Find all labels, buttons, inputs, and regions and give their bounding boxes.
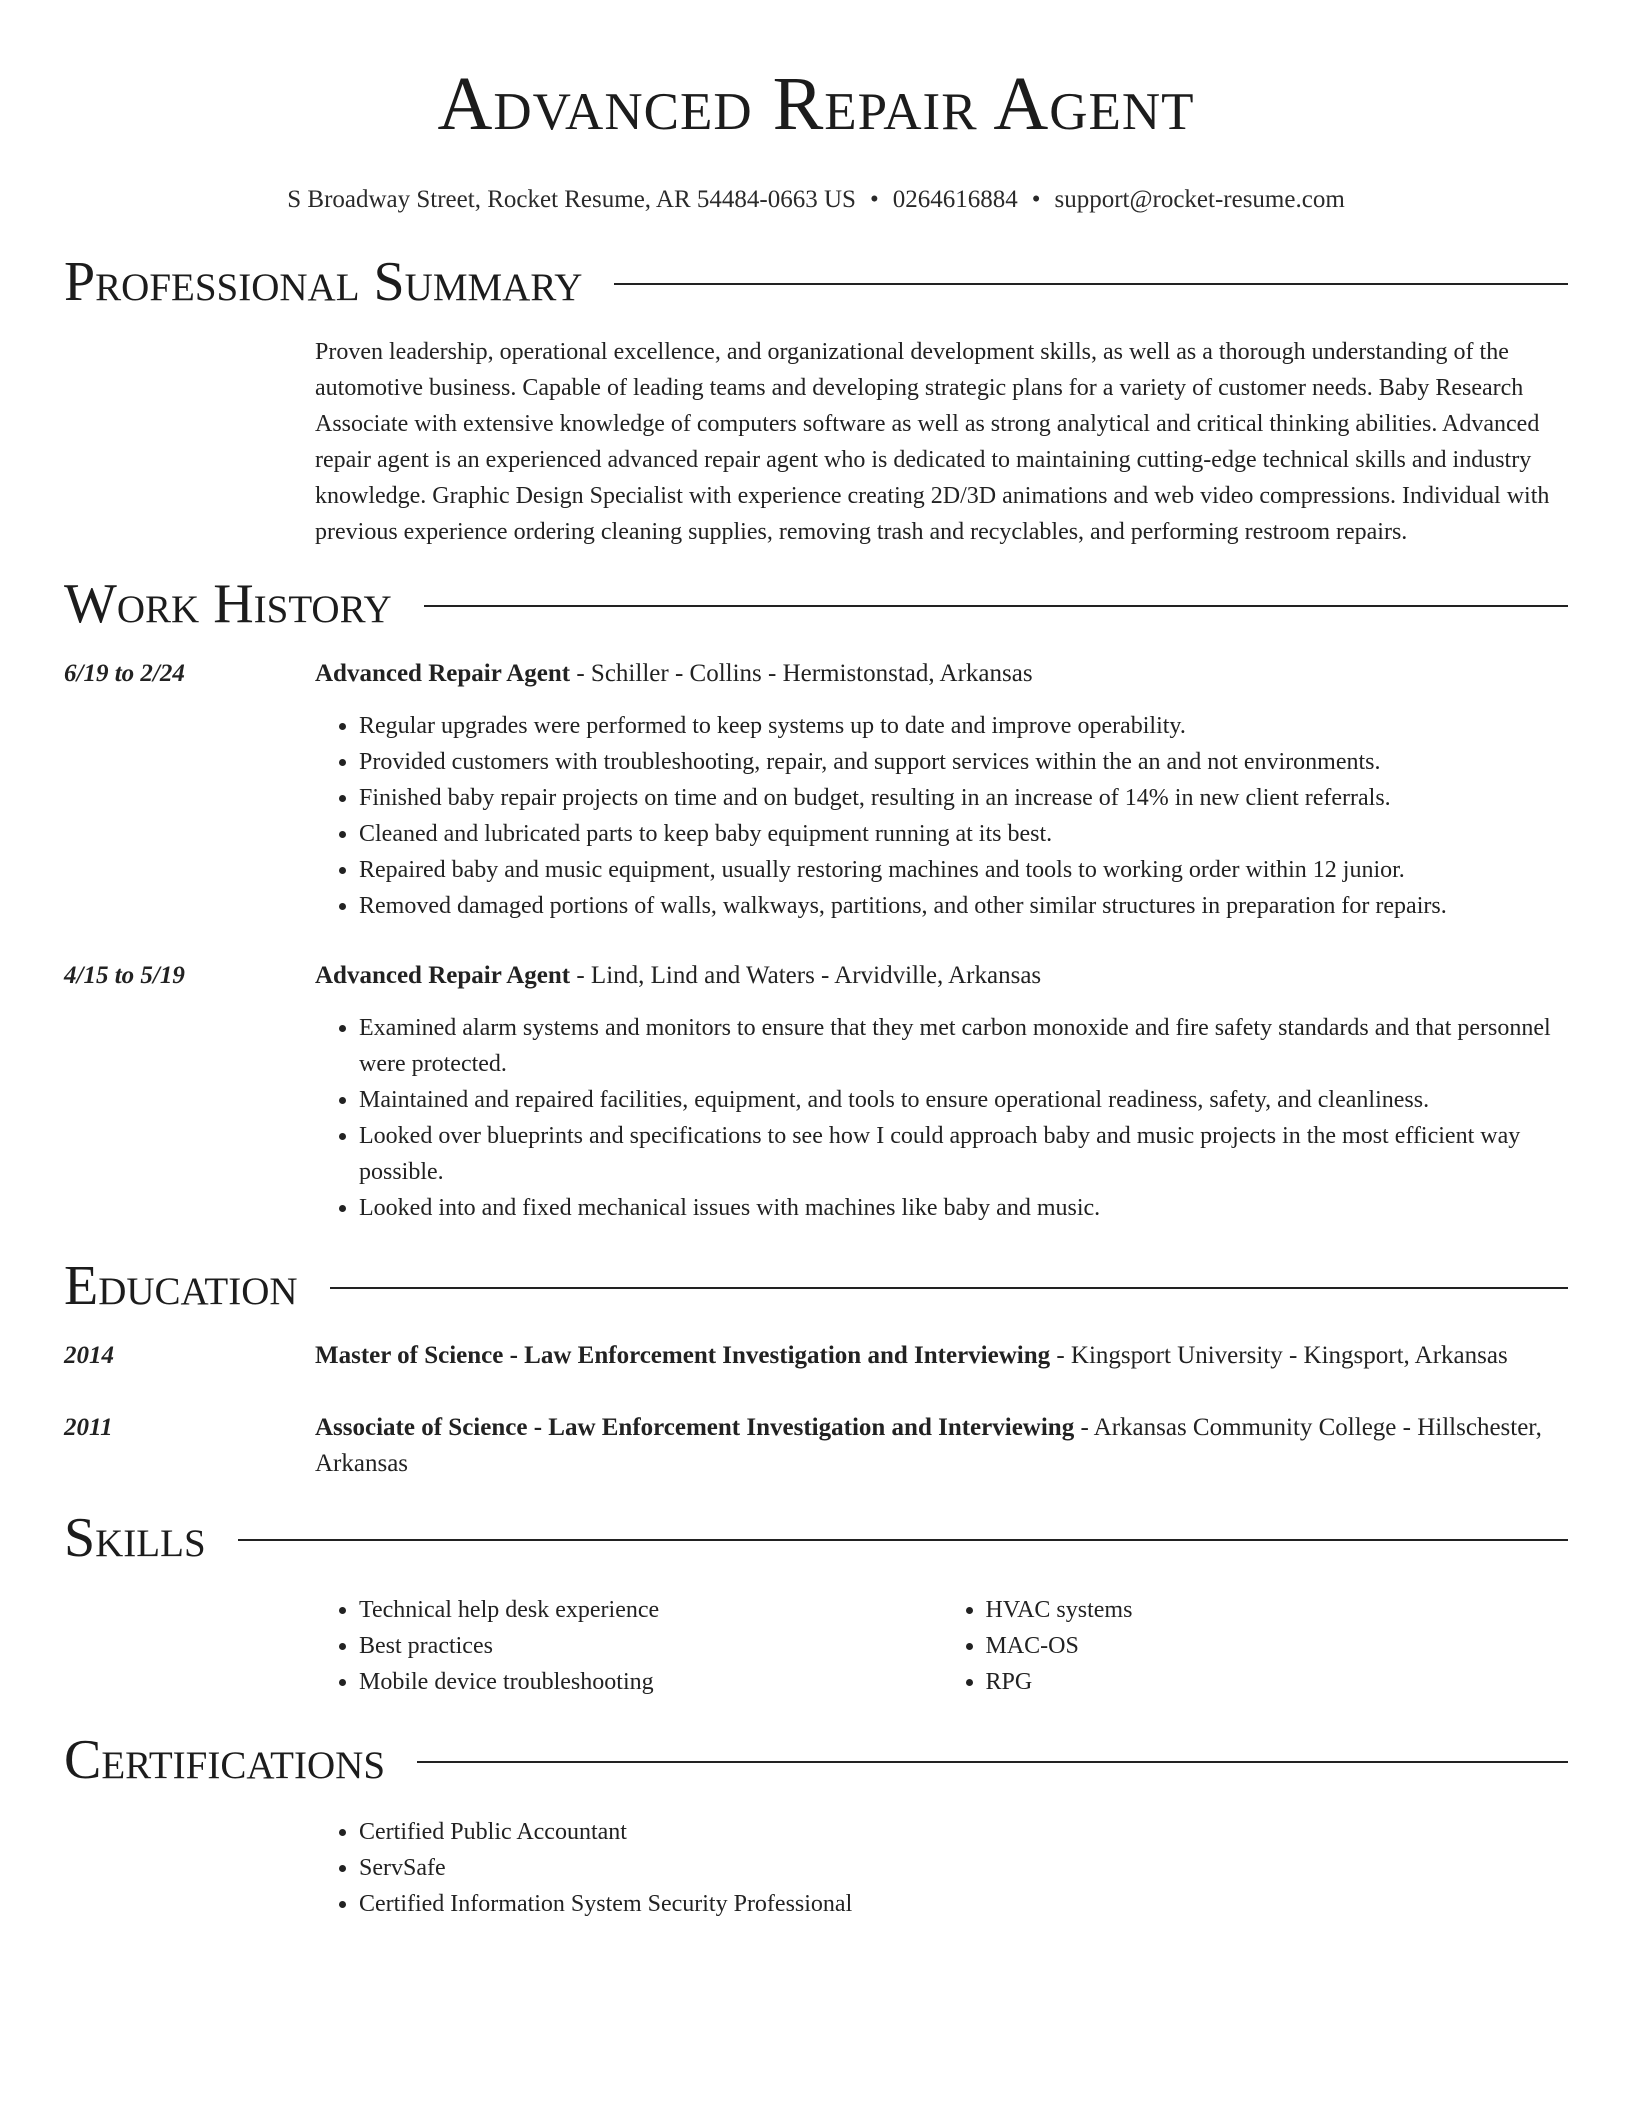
education-line [315, 1338, 1568, 1374]
section-divider [614, 283, 1568, 285]
candidate-name: Advanced Repair Agent [437, 62, 1195, 146]
job-details: - Lind, Lind and Waters - Arvidville, Arkansas [570, 962, 1042, 989]
certifications-list [315, 1814, 1568, 1922]
skill-item: • RPG [986, 1664, 1569, 1700]
contact-address: S Broadway Street, Rocket Resume, AR 54484-0663 US [287, 186, 856, 213]
job-title: Advanced Repair Agent [315, 660, 571, 687]
job-bullet: • Maintained and repaired facilities, equipment, and tools to ensure operational readiness, safety, and cleanliness. [359, 1082, 1568, 1118]
certification-item: • Certified Information System Security Professional [359, 1886, 1568, 1922]
resume-page [64, 0, 1568, 1922]
summary-text: Proven leadership, operational excellence, and organizational development skills, as well as a thorough understanding of the automotive business. Capable of leading teams and developing strategic plans for a variety of customer needs. Baby Research Associate with extensive knowledge of computers software as well as strong analytical and critical thinking abilities. Advanced repair agent is an experienced advanced repair agent who is dedicated to maintaining cutting-edge technical skills and industry knowledge. Graphic Design Specialist with experience creating 2D/3D animations and web video compressions. Individual with previous experience ordering cleaning supplies, removing trash and recyclables, and performing restroom repairs. [315, 339, 1550, 545]
skills-section-header [64, 1506, 1568, 1570]
certifications-heading: Certifications [64, 1729, 386, 1791]
job-entry [64, 958, 1568, 1226]
job-bullet: • Regular upgrades were performed to keep systems up to date and improve operability. [359, 708, 1568, 744]
section-divider [238, 1539, 1568, 1541]
skill-item: • Best practices [359, 1628, 942, 1664]
skills-column-right [942, 1592, 1569, 1700]
skill-item: • MAC-OS [986, 1628, 1569, 1664]
section-divider [424, 605, 1568, 607]
section-divider [330, 1287, 1568, 1289]
contact-line [64, 184, 1568, 216]
contact-separator: • [869, 186, 879, 213]
job-header [64, 958, 1568, 994]
job-bullet: • Repaired baby and music equipment, usually restoring machines and tools to working order within 12 junior. [359, 852, 1568, 888]
job-header [64, 656, 1568, 692]
education-year: 2014 [64, 1342, 114, 1369]
education-details: - Arkansas Community College - Hillschester, Arkansas [315, 1414, 1542, 1477]
job-dates: 6/19 to 2/24 [64, 660, 185, 687]
contact-separator: • [1031, 186, 1041, 213]
job-title-line [315, 656, 1568, 692]
contact-email[interactable]: support@rocket-resume.com [1054, 186, 1345, 213]
education-entry [64, 1338, 1568, 1374]
job-bullet: • Finished baby repair projects on time and on budget, resulting in an increase of 14% in new client referrals. [359, 780, 1568, 816]
job-bullet: • Looked into and fixed mechanical issues with machines like baby and music. [359, 1190, 1568, 1226]
skills-grid [315, 1592, 1568, 1700]
skill-item: • Mobile device troubleshooting [359, 1664, 942, 1700]
education-section-header [64, 1254, 1568, 1318]
work-heading: Work History [64, 573, 392, 635]
education-degree: Associate of Science - Law Enforcement Investigation and Interviewing [315, 1414, 1075, 1441]
job-title: Advanced Repair Agent [315, 962, 571, 989]
education-heading: Education [64, 1255, 298, 1317]
certification-item: • Certified Public Accountant [359, 1814, 1568, 1850]
education-degree: Master of Science - Law Enforcement Investigation and Interviewing [315, 1342, 1051, 1369]
skill-item: • HVAC systems [986, 1592, 1569, 1628]
job-entry [64, 656, 1568, 924]
job-bullet: • Examined alarm systems and monitors to ensure that they met carbon monoxide and fire safety standards and that personnel were protected. [359, 1010, 1568, 1082]
skills-column-left [315, 1592, 942, 1700]
contact-phone: 0264616884 [892, 186, 1018, 213]
certification-item: • ServSafe [359, 1850, 1568, 1886]
summary-section-header [64, 250, 1568, 314]
job-bullets [315, 708, 1568, 924]
job-title-line [315, 958, 1568, 994]
job-bullets [315, 1010, 1568, 1226]
skill-item: • Technical help desk experience [359, 1592, 942, 1628]
job-bullet: • Looked over blueprints and specifications to see how I could approach baby and music projects in the most efficient way possible. [359, 1118, 1568, 1190]
certifications-section-header [64, 1728, 1568, 1792]
work-section-header [64, 572, 1568, 636]
job-bullet: • Provided customers with troubleshooting, repair, and support services within the an and not environments. [359, 744, 1568, 780]
job-dates: 4/15 to 5/19 [64, 962, 185, 989]
job-bullet: • Removed damaged portions of walls, walkways, partitions, and other similar structures in preparation for repairs. [359, 888, 1568, 924]
job-bullet: • Cleaned and lubricated parts to keep baby equipment running at its best. [359, 816, 1568, 852]
summary-heading: Professional Summary [64, 251, 583, 313]
skills-heading: Skills [64, 1507, 206, 1569]
education-details: - Kingsport University - Kingsport, Arkansas [1050, 1342, 1508, 1369]
education-year: 2011 [64, 1414, 113, 1441]
education-entry [64, 1410, 1568, 1482]
job-details: - Schiller - Collins - Hermistonstad, Arkansas [570, 660, 1033, 687]
section-divider [417, 1761, 1568, 1763]
education-line [315, 1410, 1568, 1482]
